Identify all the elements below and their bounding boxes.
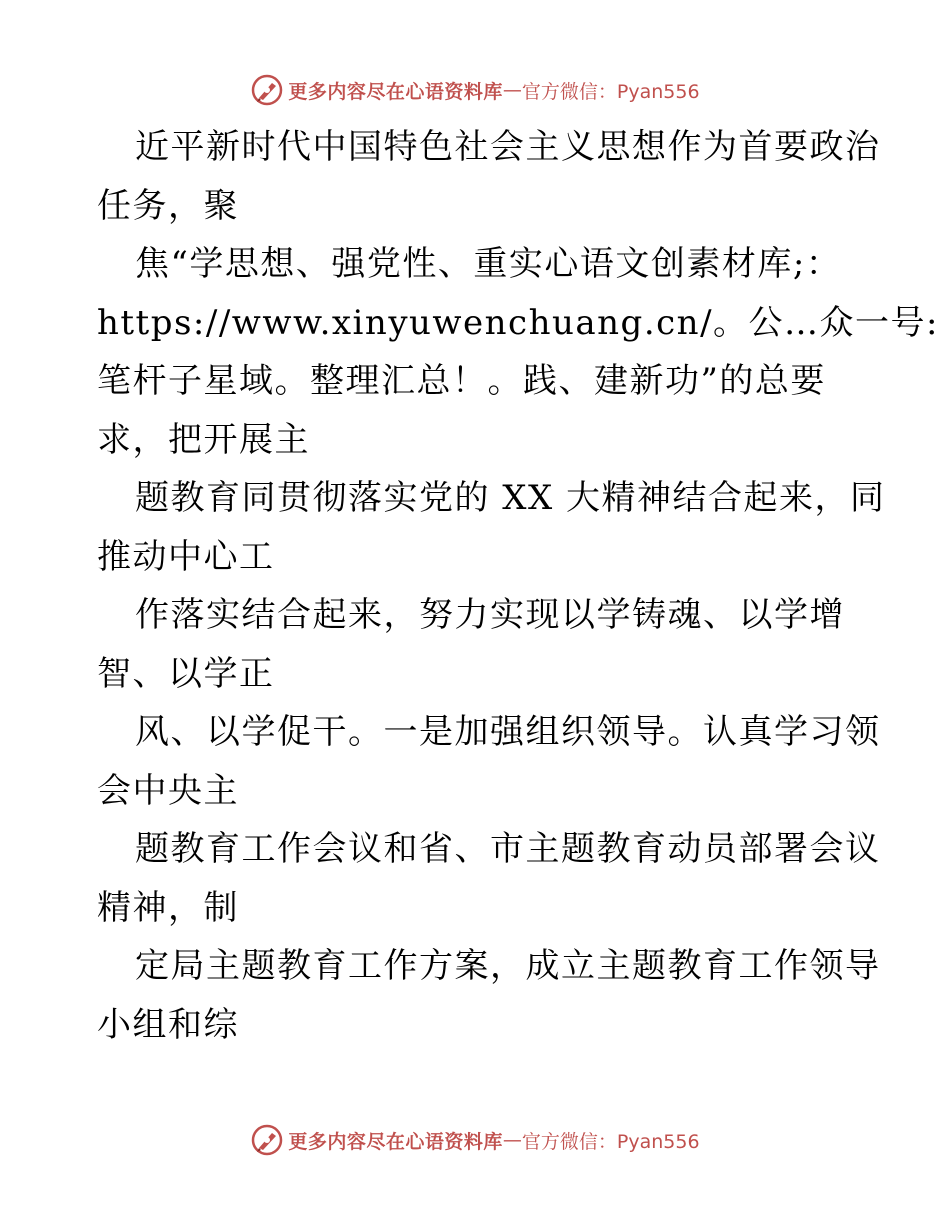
text-line: 近平新时代中国特色社会主义思想作为首要政治: [135, 127, 881, 167]
header-separator: —: [502, 79, 522, 101]
text-line: 定局主题教育工作方案，成立主题教育工作领导: [135, 946, 881, 986]
footer-separator: —: [502, 1129, 522, 1151]
text-line: 任务，聚: [97, 185, 239, 226]
text-line: 会中央主: [97, 770, 239, 811]
text-line: 作落实结合起来，努力实现以学铸魂、以学增: [135, 595, 845, 635]
text-line: 题教育同贯彻落实党的 XX 大精神结合起来，同: [135, 478, 886, 518]
header-brand-text: 更多内容尽在心语资料库: [288, 80, 503, 103]
text-line: 小组和综: [97, 1004, 239, 1045]
text-line: 推动中心工: [97, 536, 275, 577]
text-line: 求，把开展主: [97, 419, 310, 460]
header-contact-text: 官方微信：Pyan556: [521, 80, 700, 103]
text-line: 智、以学正: [97, 653, 275, 694]
text-line: 精神，制: [97, 887, 239, 928]
text-line: https://www.xinyuwenchuang.cn/。公…众一号:: [97, 302, 939, 343]
text-line: 焦“学思想、强党性、重实心语文创素材库;：: [135, 244, 842, 284]
pen-logo-icon: [250, 1123, 284, 1157]
header-watermark: [0, 70, 950, 110]
text-line: 题教育工作会议和省、市主题教育动员部署会议: [135, 829, 881, 869]
text-line: 风、以学促干。一是加强组织领导。认真学习领: [135, 712, 881, 752]
text-line: 笔杆子星域。整理汇总！。践、建新功”的总要: [97, 361, 826, 401]
footer-brand-text: 更多内容尽在心语资料库: [288, 1130, 503, 1153]
footer-watermark: [0, 1120, 950, 1160]
document-body: [97, 118, 939, 1054]
footer-contact-text: 官方微信：Pyan556: [521, 1130, 700, 1153]
pen-logo-icon: [250, 73, 284, 107]
